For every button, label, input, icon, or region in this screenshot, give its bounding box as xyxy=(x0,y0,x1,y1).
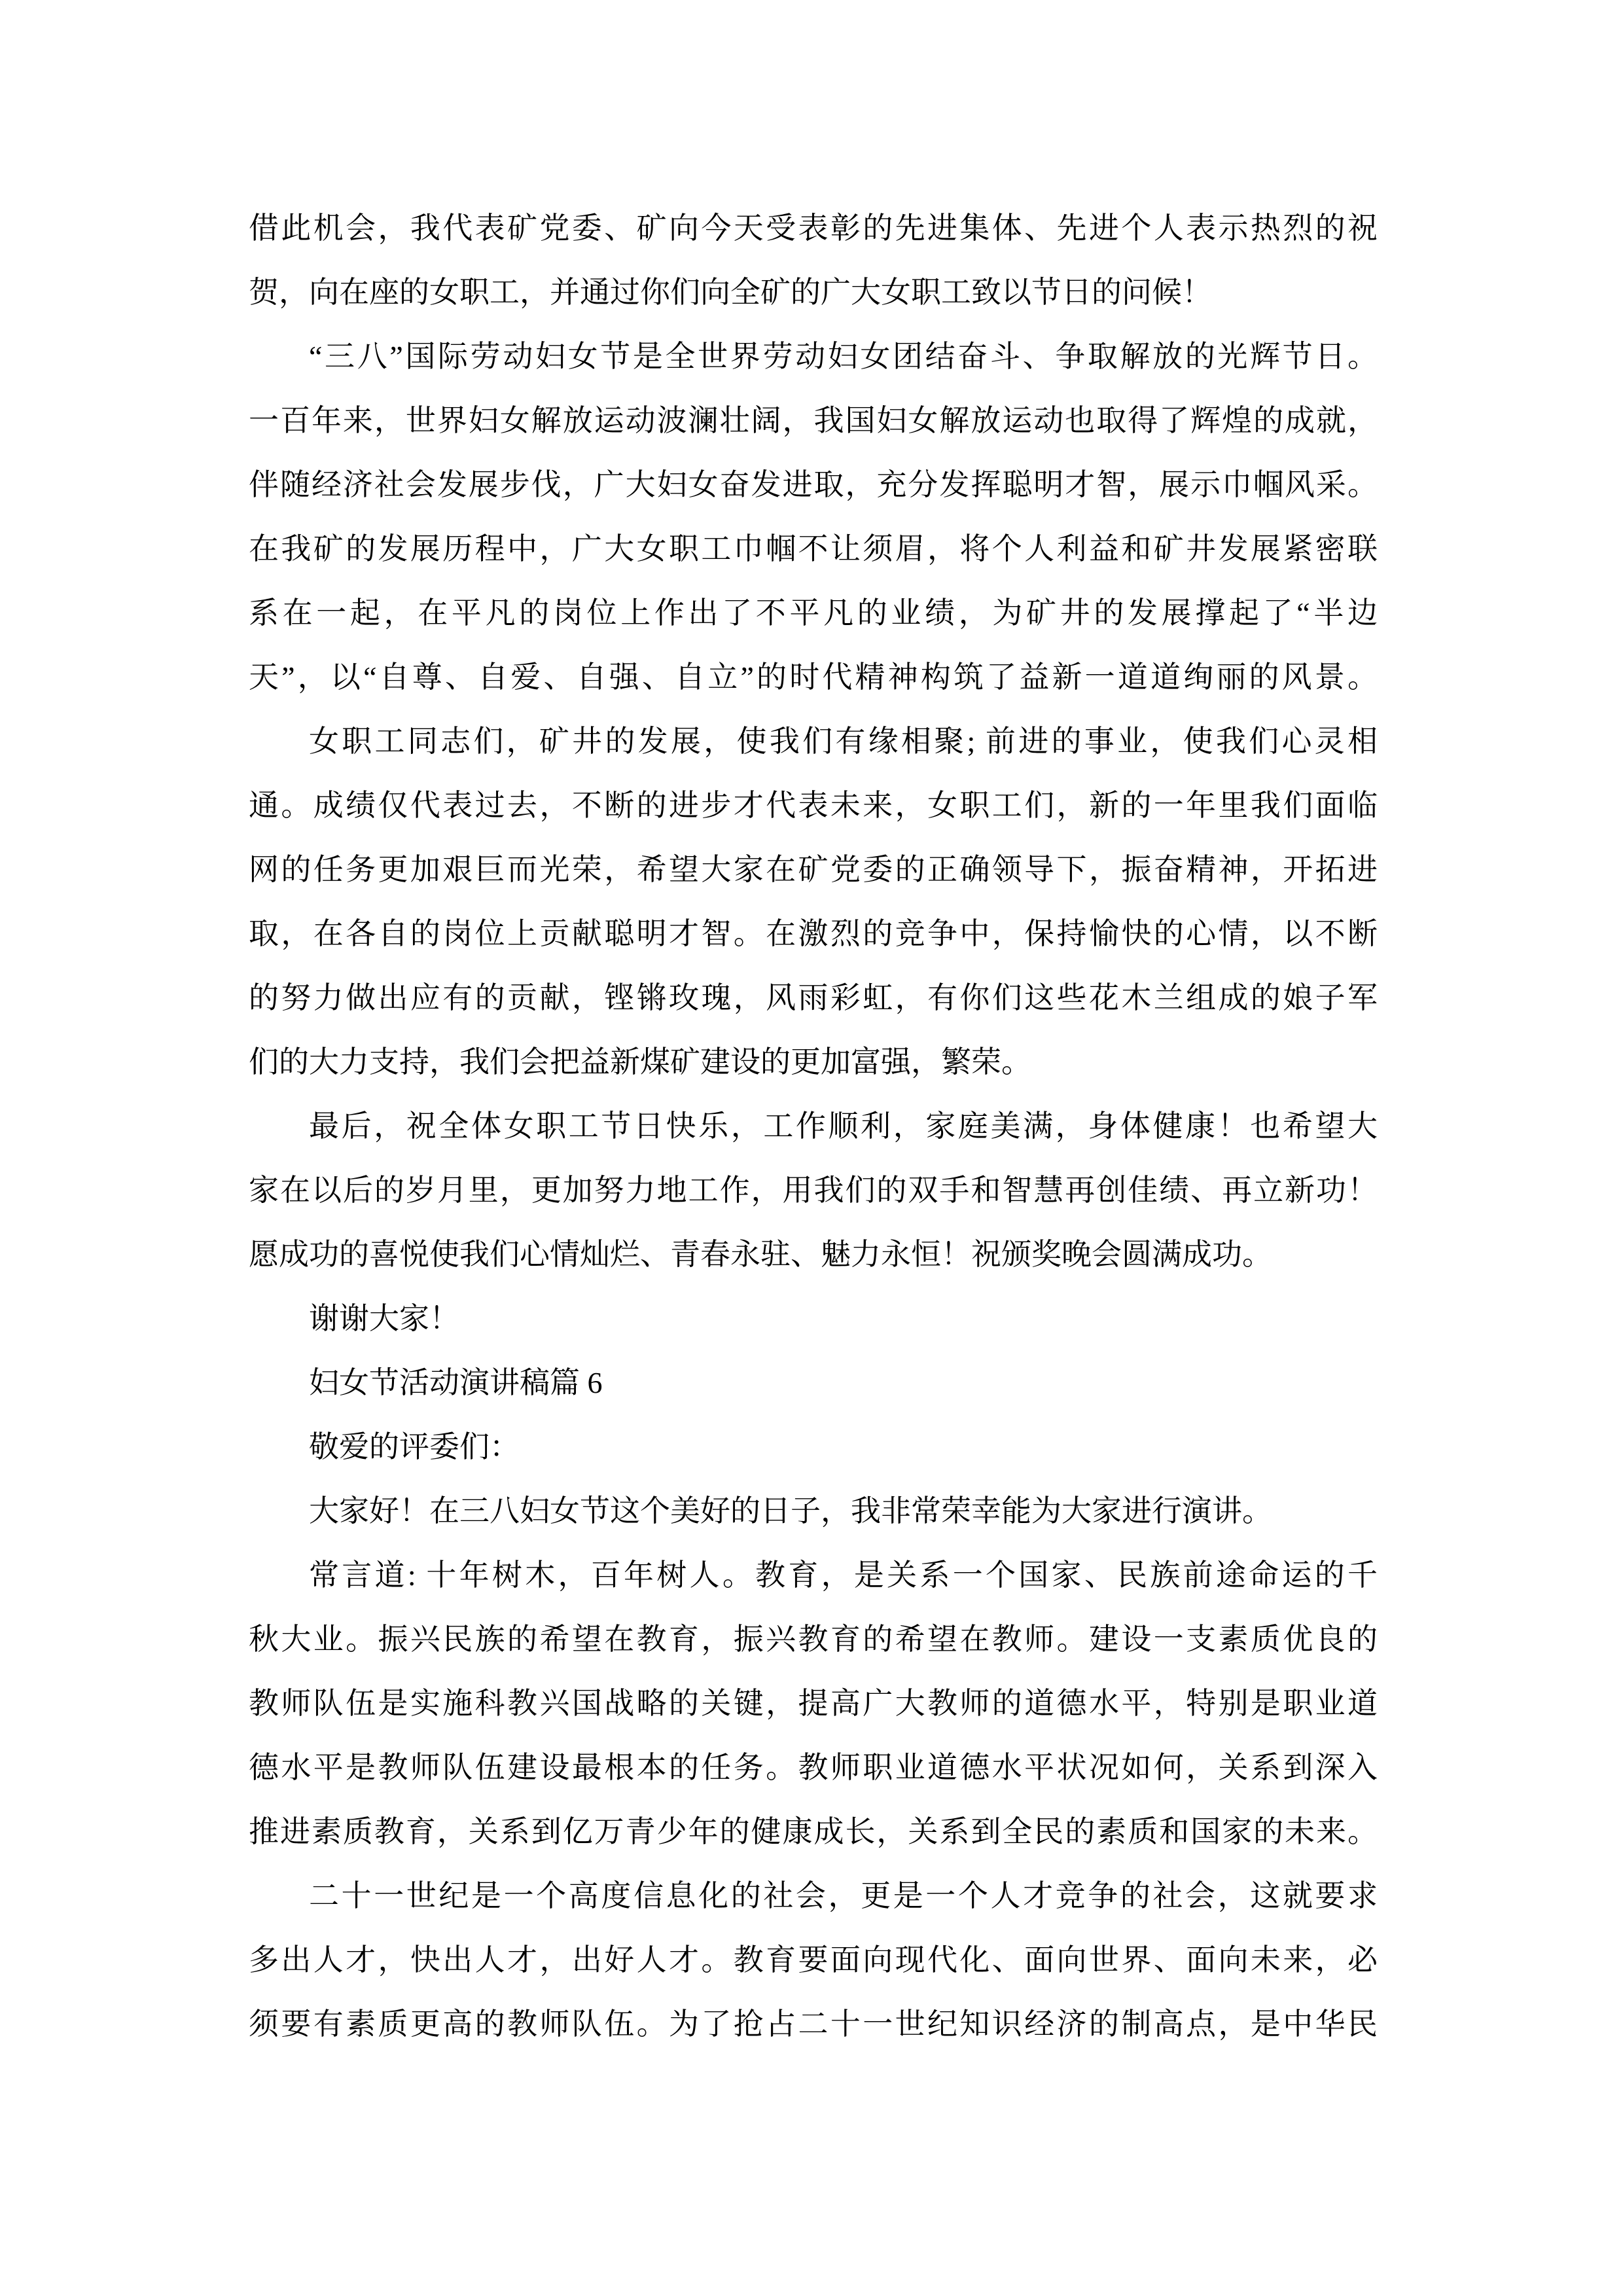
text-line: 最后，祝全体女职工节日快乐，工作顺利，家庭美满，身体健康！也希望大 xyxy=(309,1109,1378,1143)
text-line: “三八”国际劳动妇女节是全世界劳动妇女团结奋斗、争取解放的光辉节日。 xyxy=(309,340,1378,373)
section-title-line: 妇女节活动演讲稿篇 6 xyxy=(309,1366,603,1399)
text-line: 秋大业。振兴民族的希望在教育，振兴教育的希望在教师。建设一支素质优良的 xyxy=(249,1623,1378,1656)
text-line: 借此机会，我代表矿党委、矿向今天受表彰的先进集体、先进个人表示热烈的祝 xyxy=(249,211,1378,245)
text-line: 教师队伍是实施科教兴国战略的关键，提高广大教师的道德水平，特别是职业道 xyxy=(249,1687,1378,1720)
text-line: 德水平是教师队伍建设最根本的任务。教师职业道德水平状况如何，关系到深入 xyxy=(249,1751,1378,1784)
text-line: 网的任务更加艰巨而光荣，希望大家在矿党委的正确领导下，振奋精神，开拓进 xyxy=(249,853,1378,886)
text-line: 取，在各自的岗位上贡献聪明才智。在激烈的竞争中，保持愉快的心情，以不断 xyxy=(249,917,1378,950)
text-line: 一百年来，世界妇女解放运动波澜壮阔，我国妇女解放运动也取得了辉煌的成就， xyxy=(249,404,1378,437)
text-line: 常言道: 十年树木，百年树人。教育，是关系一个国家、民族前途命运的千 xyxy=(309,1558,1378,1592)
text-line: 谢谢大家！ xyxy=(309,1302,459,1335)
text-line: 天”，以“自尊、自爱、自强、自立”的时代精神构筑了益新一道道绚丽的风景。 xyxy=(249,660,1378,694)
text-line: 们的大力支持，我们会把益新煤矿建设的更加富强，繁荣。 xyxy=(249,1045,1031,1079)
text-line: 女职工同志们，矿井的发展，使我们有缘相聚; 前进的事业，使我们心灵相 xyxy=(309,725,1378,758)
text-line: 愿成功的喜悦使我们心情灿烂、青春永驻、魅力永恒！祝颁奖晚会圆满成功。 xyxy=(249,1238,1272,1271)
text-line: 贺，向在座的女职工，并通过你们向全矿的广大女职工致以节日的问候！ xyxy=(249,276,1212,309)
text-line: 须要有素质更高的教师队伍。为了抢占二十一世纪知识经济的制高点，是中华民 xyxy=(249,2007,1378,2041)
text-line: 家在以后的岁月里，更加努力地工作，用我们的双手和智慧再创佳绩、再立新功！ xyxy=(249,1174,1378,1207)
text-line: 在我矿的发展历程中，广大女职工巾帼不让须眉，将个人利益和矿井发展紧密联 xyxy=(249,532,1378,565)
salutation-line: 敬爱的评委们： xyxy=(309,1430,520,1463)
speech-text-block xyxy=(249,196,1378,2056)
text-line: 伴随经济社会发展步伐，广大妇女奋发进取，充分发挥聪明才智，展示巾帼风采。 xyxy=(249,468,1378,501)
text-line: 大家好！在三八妇女节这个美好的日子，我非常荣幸能为大家进行演讲。 xyxy=(309,1494,1272,1528)
text-line: 多出人才，快出人才，出好人才。教育要面向现代化、面向世界、面向未来，必 xyxy=(249,1943,1378,1977)
text-line: 推进素质教育，关系到亿万青少年的健康成长，关系到全民的素质和国家的未来。 xyxy=(249,1815,1378,1848)
text-line: 的努力做出应有的贡献，铿锵玫瑰，风雨彩虹，有你们这些花木兰组成的娘子军 xyxy=(249,981,1378,1014)
text-line: 二十一世纪是一个高度信息化的社会，更是一个人才竞争的社会，这就要求 xyxy=(309,1879,1378,1912)
text-line: 通。成绩仅代表过去，不断的进步才代表未来，女职工们，新的一年里我们面临 xyxy=(249,789,1378,822)
text-line: 系在一起，在平凡的岗位上作出了不平凡的业绩，为矿井的发展撑起了“半边 xyxy=(249,596,1378,630)
